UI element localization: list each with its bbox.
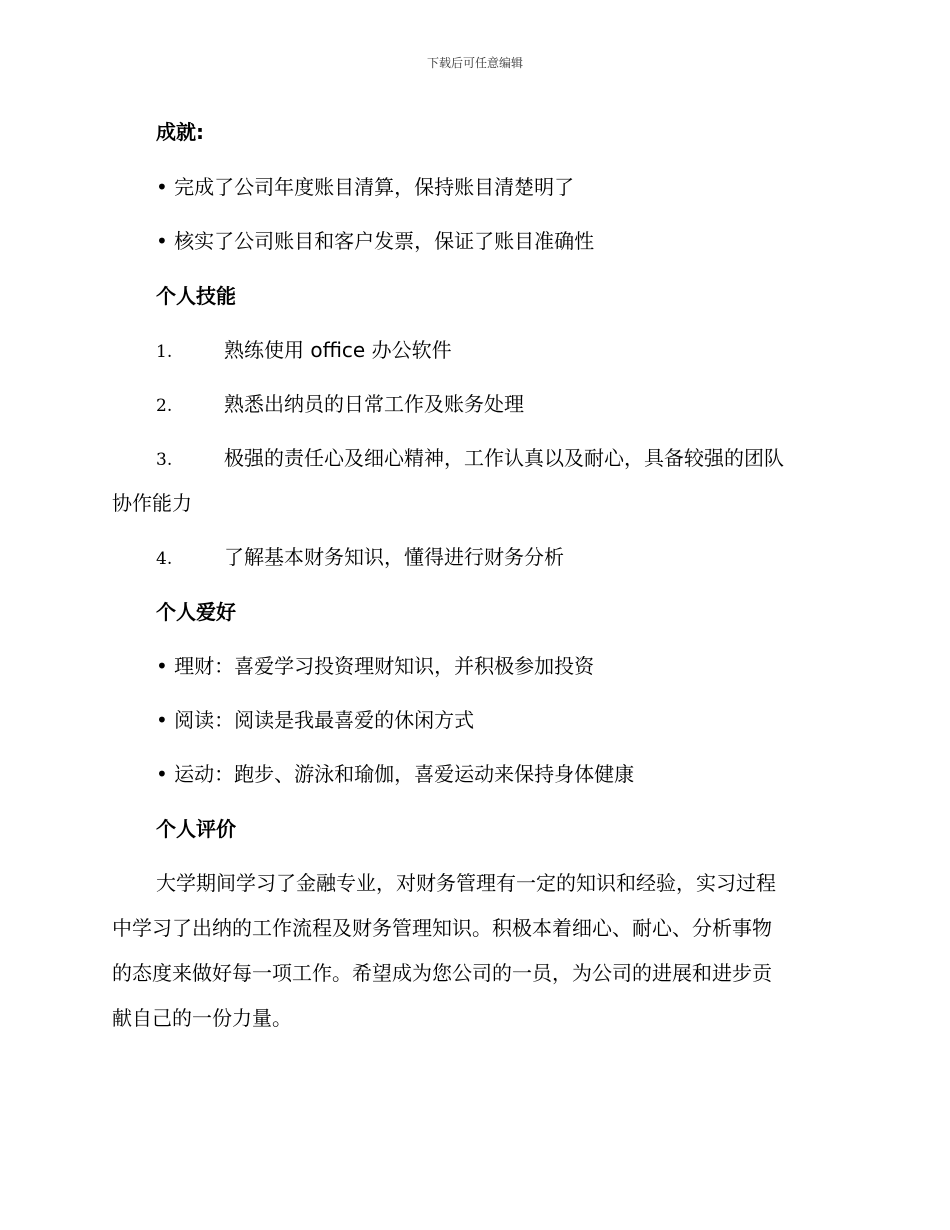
skills-heading: 个人技能 (156, 284, 236, 308)
skill-item (156, 541, 950, 570)
hobby-item: • 阅读：阅读是我最喜爱的休闲方式 (156, 708, 475, 732)
skill-text: 熟练使用 office 办公软件 (224, 338, 452, 362)
skill-number: 2. (156, 396, 173, 416)
skill-text-continuation: 协作能力 (112, 491, 192, 515)
skill-text: 熟悉出纳员的日常工作及账务处理 (224, 392, 524, 416)
hobby-item: • 运动：跑步、游泳和瑜伽，喜爱运动来保持身体健康 (156, 762, 635, 786)
achievement-item: • 完成了公司年度账目清算，保持账目清楚明了 (156, 175, 575, 199)
evaluation-line: 的态度来做好每一项工作。希望成为您公司的一员，为公司的进展和进步贡 (112, 961, 772, 985)
evaluation-line: 中学习了出纳的工作流程及财务管理知识。积极本着细心、耐心、分析事物 (112, 916, 772, 940)
skill-text: 了解基本财务知识，懂得进行财务分析 (224, 545, 564, 569)
evaluation-line: 献自己的一份力量。 (112, 1006, 292, 1030)
evaluation-heading: 个人评价 (156, 817, 236, 841)
skill-number: 4. (156, 549, 173, 569)
skill-text: 极强的责任心及细心精神，工作认真以及耐心，具备较强的团队 (224, 446, 784, 470)
page-header-note: 下载后可任意编辑 (426, 56, 523, 70)
achievements-heading: 成就: (156, 120, 204, 144)
hobby-item: • 理财：喜爱学习投资理财知识，并积极参加投资 (156, 654, 595, 678)
skill-item (156, 442, 950, 471)
achievement-item: • 核实了公司账目和客户发票，保证了账目准确性 (156, 229, 595, 253)
skill-item (156, 388, 950, 417)
evaluation-line: 大学期间学习了金融专业，对财务管理有一定的知识和经验，实习过程 (156, 871, 776, 895)
skill-number: 1. (156, 342, 173, 362)
skill-item (156, 334, 950, 363)
hobbies-heading: 个人爱好 (156, 600, 236, 624)
skill-number: 3. (156, 450, 173, 470)
